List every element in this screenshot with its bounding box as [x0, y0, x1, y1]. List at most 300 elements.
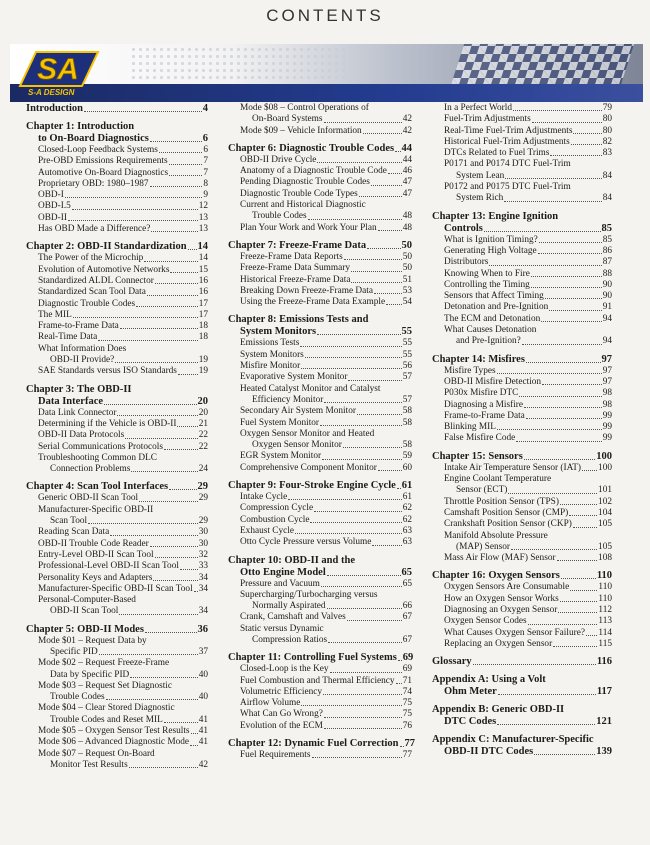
toc-entry[interactable]	[432, 148, 612, 159]
toc-entry[interactable]	[26, 321, 208, 332]
toc-entry[interactable]	[26, 726, 208, 737]
toc-entry[interactable]	[26, 760, 208, 771]
toc-entry[interactable]	[228, 664, 412, 675]
toc-entry[interactable]	[228, 418, 412, 429]
toc-entry[interactable]	[228, 297, 412, 308]
toc-section	[228, 103, 412, 137]
entry-text: P0172 and P0175 DTC Fuel-Trim	[444, 182, 571, 193]
page-number: 112	[598, 604, 612, 615]
toc-entry[interactable]	[228, 275, 412, 286]
leader-dots	[72, 209, 198, 210]
toc-entry[interactable]	[228, 440, 412, 451]
toc-entry[interactable]	[26, 366, 208, 377]
toc-entry[interactable]	[26, 276, 208, 287]
leader-dots	[150, 186, 203, 187]
entry-text: Chapter 4: Scan Tool Interfaces	[26, 481, 169, 493]
toc-entry[interactable]	[26, 213, 208, 224]
toc-entry[interactable]	[432, 257, 612, 268]
page-number: 20	[197, 395, 208, 407]
toc-entry[interactable]	[26, 332, 208, 343]
page-number: 50	[401, 239, 412, 251]
page-number: 77	[402, 750, 412, 761]
toc-entry	[26, 681, 208, 692]
entry-text: Mass Air Flow (MAF) Sensor	[444, 553, 556, 564]
toc-entry[interactable]	[26, 561, 208, 572]
page-number: 58	[402, 417, 412, 428]
toc-entry[interactable]	[432, 605, 612, 616]
toc-entry[interactable]	[228, 635, 412, 646]
entry-text: P030x Misfire DTC	[444, 388, 519, 399]
toc-entry[interactable]	[432, 463, 612, 474]
page-number: 42	[198, 759, 208, 770]
leader-dots	[511, 549, 597, 550]
toc-entry[interactable]	[26, 692, 208, 703]
toc-entry[interactable]	[228, 114, 412, 125]
svg-text:SA: SA	[37, 53, 79, 86]
toc-entry[interactable]	[228, 463, 412, 474]
toc-entry[interactable]	[432, 628, 612, 639]
entry-text: OBD-II Scan Tool	[50, 606, 119, 617]
page-number: 86	[602, 245, 612, 256]
leader-dots	[188, 249, 197, 250]
entry-text: The Power of the Microchip	[38, 253, 144, 264]
toc-entry[interactable]	[432, 235, 612, 246]
toc-entry[interactable]	[26, 201, 208, 212]
page-number: 44	[402, 154, 412, 165]
page-number: 94	[602, 336, 612, 347]
toc-entry[interactable]	[432, 302, 612, 313]
toc-entry[interactable]	[228, 155, 412, 166]
section-heading[interactable]	[228, 326, 412, 338]
entry-text: Appendix B: Generic OBD-II	[432, 704, 565, 716]
toc-section	[432, 570, 612, 650]
leader-dots	[110, 535, 197, 536]
entry-text: Using the Freeze-Frame Data Example	[240, 297, 386, 308]
toc-entry[interactable]	[432, 377, 612, 388]
entry-text: Fuel Requirements	[240, 750, 311, 761]
section-heading[interactable]	[432, 656, 612, 668]
entry-text: Proprietary OBD: 1980–1987	[38, 178, 149, 189]
toc-section	[228, 314, 412, 474]
entry-text: Efficiency Monitor	[252, 394, 324, 405]
toc-entry[interactable]	[26, 573, 208, 584]
page-number: 46	[402, 166, 412, 177]
leader-dots	[398, 660, 402, 661]
toc-entry[interactable]	[432, 314, 612, 325]
leader-dots	[150, 546, 198, 547]
leader-dots	[314, 511, 402, 512]
section-heading[interactable]	[26, 133, 208, 145]
section-heading	[432, 211, 612, 223]
section-heading[interactable]	[26, 624, 208, 636]
section-heading[interactable]	[228, 652, 412, 664]
toc-entry[interactable]	[228, 579, 412, 590]
toc-entry	[228, 624, 412, 635]
toc-entry[interactable]	[228, 350, 412, 361]
toc-entry[interactable]	[26, 539, 208, 550]
entry-text: Chapter 5: OBD-II Modes	[26, 623, 144, 635]
page-number: 29	[198, 493, 208, 504]
page-number: 58	[402, 440, 412, 451]
leader-dots	[351, 282, 401, 283]
toc-entry[interactable]	[432, 616, 612, 627]
page-number: 69	[402, 652, 414, 664]
section-heading[interactable]	[228, 567, 412, 579]
leader-dots	[497, 373, 602, 374]
toc-entry[interactable]	[432, 171, 612, 182]
leader-dots	[397, 488, 401, 489]
entry-text: Historical Fuel-Trim Adjustments	[444, 136, 570, 147]
leader-dots	[582, 470, 597, 471]
page-number: 121	[596, 716, 612, 728]
leader-dots	[534, 754, 595, 755]
toc-entry[interactable]	[228, 372, 412, 383]
toc-entry[interactable]	[228, 338, 412, 349]
section-heading	[26, 384, 208, 396]
section-heading[interactable]	[432, 223, 612, 235]
entry-text: Chapter 2: OBD-II Standardization	[26, 241, 187, 253]
toc-entry[interactable]	[432, 246, 612, 257]
toc-entry[interactable]	[228, 612, 412, 623]
toc-entry[interactable]	[26, 408, 208, 419]
entry-text: Chapter 9: Four-Stroke Engine Cycle	[228, 480, 396, 492]
toc-entry[interactable]	[26, 156, 208, 167]
section-heading[interactable]	[228, 738, 416, 750]
toc-section	[228, 738, 416, 761]
page-number: 110	[598, 593, 612, 604]
leader-dots	[115, 362, 197, 363]
toc-entry[interactable]	[432, 280, 612, 291]
logo-subtitle: S-A DESIGN	[28, 88, 75, 97]
page-number: 20	[198, 407, 208, 418]
toc-entry[interactable]	[26, 550, 208, 561]
entry-text: Real-Time Data	[38, 332, 98, 343]
toc-entry[interactable]	[432, 114, 612, 125]
toc-entry[interactable]	[26, 670, 208, 681]
entry-text: Compression Cycle	[240, 503, 314, 514]
toc-entry[interactable]	[432, 497, 612, 508]
toc-entry[interactable]	[26, 355, 208, 366]
leader-dots	[327, 575, 401, 576]
toc-entry[interactable]	[432, 291, 612, 302]
toc-entry[interactable]	[228, 189, 412, 200]
entry-text: Throttle Position Sensor (TPS)	[444, 496, 559, 507]
section-heading[interactable]	[432, 354, 612, 366]
entry-text: Heated Catalyst Monitor and Catalyst	[240, 383, 381, 394]
leader-dots	[396, 683, 402, 684]
leader-dots	[557, 560, 597, 561]
toc-entry[interactable]	[26, 647, 208, 658]
toc-entry[interactable]	[432, 103, 612, 114]
toc-entry[interactable]	[228, 492, 412, 503]
toc-entry[interactable]	[26, 190, 208, 201]
leader-dots	[522, 344, 602, 345]
page-number: 53	[402, 285, 412, 296]
entry-text: P0171 and P0174 DTC Fuel-Trim	[444, 159, 571, 170]
leader-dots	[68, 220, 198, 221]
leader-dots	[155, 283, 198, 284]
toc-entry[interactable]	[26, 737, 208, 748]
toc-entry	[26, 658, 208, 669]
leader-dots	[505, 178, 601, 179]
page-number: 66	[402, 601, 412, 612]
page-number: 84	[602, 170, 612, 181]
leader-dots	[489, 265, 601, 266]
toc-entry[interactable]	[26, 584, 208, 595]
toc-entry[interactable]	[432, 433, 612, 444]
toc-entry[interactable]	[228, 503, 412, 514]
leader-dots	[542, 384, 602, 385]
toc-entry[interactable]	[26, 253, 208, 264]
entry-text: Diagnostic Trouble Code Types	[240, 188, 358, 199]
toc-entry[interactable]	[228, 451, 412, 462]
toc-entry[interactable]	[432, 388, 612, 399]
section-heading[interactable]	[228, 480, 412, 492]
entry-text: Trouble Codes	[252, 211, 307, 222]
entry-text: Introduction	[26, 103, 83, 114]
toc-entry[interactable]	[26, 606, 208, 617]
toc-entry[interactable]	[26, 179, 208, 190]
toc-entry[interactable]	[432, 519, 612, 530]
entry-text: Controlling the Timing	[444, 279, 530, 290]
toc-entry[interactable]	[228, 177, 412, 188]
section-heading	[228, 555, 412, 567]
entry-text: Volumetric Efficiency	[240, 686, 323, 697]
toc-entry[interactable]	[228, 252, 412, 263]
toc-section	[432, 674, 612, 698]
section-heading[interactable]	[432, 451, 612, 463]
leader-dots	[498, 694, 596, 695]
entry-text: and Pre-Ignition?	[456, 336, 521, 347]
entry-text: Generic OBD-II Scan Tool	[38, 493, 139, 504]
toc-entry[interactable]	[432, 639, 612, 650]
toc-entry[interactable]	[228, 515, 412, 526]
toc-entry[interactable]	[26, 442, 208, 453]
entry-text: Distributors	[444, 257, 489, 268]
toc-entry[interactable]	[432, 594, 612, 605]
toc-entry[interactable]	[228, 687, 412, 698]
toc-entry[interactable]	[228, 406, 412, 417]
page-number: 77	[404, 738, 416, 750]
toc-entry[interactable]	[228, 166, 412, 177]
entry-text: Troubleshooting Common DLC	[38, 452, 157, 463]
toc-entry[interactable]	[228, 395, 412, 406]
leader-dots	[569, 515, 597, 516]
page-number: 33	[198, 561, 208, 572]
toc-entry[interactable]	[432, 269, 612, 280]
toc-entry[interactable]	[228, 676, 412, 687]
toc-entry[interactable]	[228, 223, 412, 234]
leader-dots	[524, 459, 595, 460]
toc-entry[interactable]	[432, 542, 612, 553]
toc-entry[interactable]	[432, 508, 612, 519]
section-heading[interactable]	[432, 570, 612, 582]
toc-entry[interactable]	[228, 537, 412, 548]
page-number: 30	[198, 538, 208, 549]
page-number: 97	[602, 365, 612, 376]
toc-entry[interactable]	[26, 287, 208, 298]
toc-entry[interactable]	[26, 715, 208, 726]
entry-text: Determining if the Vehicle is OBD-II	[38, 418, 177, 429]
entry-text: SAE Standards versus ISO Standards	[38, 366, 177, 377]
page-number: 47	[402, 177, 412, 188]
leader-dots	[395, 151, 400, 152]
toc-entry[interactable]	[26, 430, 208, 441]
toc-entry[interactable]	[228, 361, 412, 372]
toc-entry[interactable]	[228, 211, 412, 222]
section-heading[interactable]	[228, 143, 412, 155]
toc-entry	[228, 200, 412, 211]
entry-text: What Information Does	[38, 343, 127, 354]
section-heading[interactable]	[432, 746, 612, 758]
leader-dots	[317, 162, 401, 163]
toc-entry[interactable]	[26, 145, 208, 156]
entry-text: Exhaust Cycle	[240, 525, 294, 536]
toc-entry[interactable]	[432, 582, 612, 593]
page-number: 105	[598, 519, 612, 530]
entry-text: Current and Historical Diagnostic	[240, 200, 366, 211]
page-number: 4	[202, 103, 208, 114]
section-heading[interactable]	[26, 241, 208, 253]
entry-text: Personality Keys and Adapters	[38, 572, 153, 583]
entry-text: Historical Freeze-Frame Data	[240, 274, 351, 285]
page-number: 91	[602, 302, 612, 313]
toc-entry[interactable]	[26, 310, 208, 321]
leader-dots	[473, 664, 596, 665]
entry-text: Fuel System Monitor	[240, 417, 320, 428]
toc-entry[interactable]	[228, 526, 412, 537]
page-title: CONTENTS	[266, 6, 384, 25]
entry-text: Mode $05 – Oxygen Sensor Test Results	[38, 726, 190, 737]
leader-dots	[153, 580, 197, 581]
toc-entry[interactable]	[228, 698, 412, 709]
entry-text: Mode $07 – Request On-Board	[38, 748, 155, 759]
leader-dots	[378, 470, 402, 471]
page-number: 69	[402, 664, 412, 675]
toc-entry[interactable]	[432, 553, 612, 564]
entry-text: Ohm Meter	[444, 686, 497, 698]
entry-text: Misfire Types	[444, 365, 496, 376]
entry-text: Personal-Computer-Based	[38, 595, 136, 606]
leader-dots	[363, 133, 402, 134]
toc-entry[interactable]	[26, 419, 208, 430]
section-heading[interactable]	[26, 103, 208, 115]
toc-entry[interactable]	[26, 493, 208, 504]
toc-section	[432, 211, 612, 348]
toc-entry[interactable]	[432, 126, 612, 137]
leader-dots	[88, 523, 198, 524]
page-number: 56	[402, 361, 412, 372]
leader-dots	[84, 111, 202, 112]
section-heading[interactable]	[432, 686, 612, 698]
toc-entry[interactable]	[432, 485, 612, 496]
toc-entry[interactable]	[228, 721, 412, 732]
section-heading[interactable]	[432, 716, 612, 728]
entry-text: Evolution of the ECM	[240, 720, 323, 731]
toc-entry[interactable]	[26, 224, 208, 235]
entry-text: Manufacturer-Specific OBD-II	[38, 504, 154, 515]
page-number: 83	[602, 148, 612, 159]
page-number: 19	[198, 355, 208, 366]
entry-text: Oxygen Sensor Codes	[444, 616, 527, 627]
toc-entry[interactable]	[432, 366, 612, 377]
leader-dots	[573, 527, 597, 528]
page-number: 41	[198, 737, 208, 748]
toc-entry[interactable]	[26, 299, 208, 310]
page-number: 41	[198, 714, 208, 725]
toc-entry[interactable]	[432, 411, 612, 422]
toc-entry[interactable]	[432, 336, 612, 347]
page-number: 34	[198, 583, 208, 594]
entry-text: Diagnostic Trouble Codes	[38, 298, 136, 309]
section-heading[interactable]	[228, 240, 412, 252]
page-number: 30	[198, 527, 208, 538]
leader-dots	[323, 694, 402, 695]
toc-entry[interactable]	[26, 464, 208, 475]
leader-dots	[386, 304, 402, 305]
toc-entry[interactable]	[228, 286, 412, 297]
toc-entry[interactable]	[432, 137, 612, 148]
leader-dots	[147, 295, 198, 296]
entry-text: Standardized Scan Tool Data	[38, 287, 146, 298]
section-heading[interactable]	[26, 481, 208, 493]
toc-entry[interactable]	[228, 263, 412, 274]
entry-text: Blinking MIL	[444, 422, 496, 433]
page-number: 114	[598, 627, 612, 638]
leader-dots	[194, 591, 198, 592]
toc-entry	[432, 182, 612, 193]
entry-text: Manufacturer-Specific OBD-II Scan Tool	[38, 583, 193, 594]
toc-entry	[228, 590, 412, 601]
toc-entry[interactable]	[228, 750, 412, 761]
leader-dots	[526, 418, 602, 419]
entry-text: How an Oxygen Sensor Works	[444, 593, 559, 604]
entry-text: Chapter 11: Controlling Fuel Systems	[228, 652, 397, 664]
leader-dots	[169, 489, 196, 490]
toc-entry[interactable]	[432, 400, 612, 411]
toc-section	[228, 240, 412, 308]
leader-dots	[388, 173, 402, 174]
page-number: 40	[198, 669, 208, 680]
entry-text: EGR System Monitor	[240, 451, 322, 462]
toc-entry[interactable]	[228, 601, 412, 612]
toc-entry[interactable]	[228, 709, 412, 720]
toc-entry	[26, 505, 208, 516]
page-number: 40	[198, 692, 208, 703]
entry-text: Airflow Volume	[240, 698, 301, 709]
toc-entry[interactable]	[432, 422, 612, 433]
entry-text: Professional-Level OBD-II Scan Tool	[38, 561, 179, 572]
toc-entry[interactable]	[432, 193, 612, 204]
entry-text: Static versus Dynamic	[240, 623, 324, 634]
entry-text: OBD-II Drive Cycle	[240, 154, 317, 165]
toc-entry[interactable]	[26, 168, 208, 179]
leader-dots	[125, 438, 197, 439]
toc-entry[interactable]	[26, 265, 208, 276]
section-heading[interactable]	[26, 396, 208, 408]
page-number: 65	[401, 566, 412, 578]
toc-entry[interactable]	[228, 126, 412, 137]
toc-entry	[26, 595, 208, 606]
toc-entry[interactable]	[26, 527, 208, 538]
entry-text: (MAP) Sensor	[456, 541, 510, 552]
page-number: 16	[198, 275, 208, 286]
leader-dots	[330, 672, 402, 673]
entry-text: Pending Diagnostic Trouble Codes	[240, 177, 370, 188]
entry-text: Appendix A: Using a Volt	[432, 674, 546, 686]
leader-dots	[191, 733, 198, 734]
toc-entry[interactable]	[26, 516, 208, 527]
